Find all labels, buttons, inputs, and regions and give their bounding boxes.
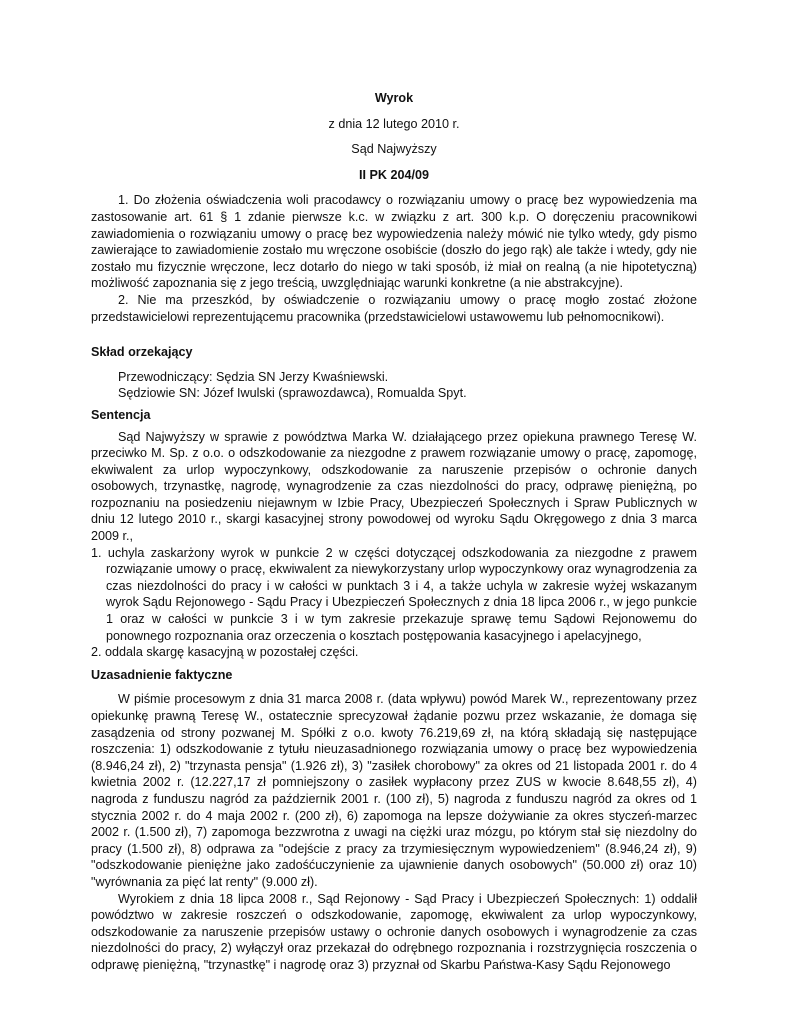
sentence-intro: Sąd Najwyższy w sprawie z powództwa Marka W. działającego przez opiekuna prawnego Teresę W. przeciwko M. Sp. z o.o. o odszkodowanie za niezgodne z prawem rozwiązanie umowy o pracę, zapomogę, ekwiwalent za urlop wypoczynkowy, odszkodowanie za naruszenie przepisów o ochronie danych osobowych, trzynastkę, nagrodę, wynagrodzenie za czas niezdolności do pracy, odprawę pieniężną, po rozpoznaniu na posiedzeniu niejawnym w Izbie Pracy, Ubezpieczeń Społecznych i Spraw Publicznych w dniu 12 lutego 2010 r., skargi kasacyjnej strony powodowej od wyroku Sądu Okręgowego z dnia 3 marca 2009 r.,: [91, 429, 697, 544]
judgment-date: z dnia 12 lutego 2010 r.: [328, 116, 460, 131]
sentence-item-1: 1. uchyla zaskarżony wyrok w punkcie 2 w części dotyczącej odszkodowania za niezgodne z prawem rozwiązanie umowy o pracę, ekwiwalent za niewykorzystany urlop wypoczynkowy oraz wynagrodzenia za czas niezdolności do pracy i w całości w punktach 3 i 4, a także uchyla w zakresie wyżej wskazanym wyrok Sądu Rejonowego - Sądu Pracy i Ubezpieczeń Społecznych z dnia 18 lipca 2006 r., w jego punkcie 1 oraz w całości w punkcie 3 i w tym zakresie przekazuje sprawę temu Sądowi Rejonowemu do ponownego rozpoznania oraz orzeczenia o kosztach postępowania kasacyjnego i apelacyjnego,: [91, 545, 697, 643]
document-title: Wyrok: [374, 91, 414, 105]
bench-chair: Przewodniczący: Sędzia SN Jerzy Kwaśniewski.: [118, 369, 389, 384]
facts-heading: Uzasadnienie faktyczne: [91, 667, 233, 682]
facts-paragraph-2: Wyrokiem z dnia 18 lipca 2008 r., Sąd Rejonowy - Sąd Pracy i Ubezpieczeń Społecznych: 1) oddalił powództwo w zakresie roszczeń o odszkodowanie, zapomogę, ekwiwalent za urlop wypoczynkowy, odszkodowanie za naruszenie przepisów ustawy o ochronie danych osobowych i wynagrodzenie za czas niezdolności do pracy, 2) wyłączył oraz przekazał do odrębnego rozpoznania i rozstrzygnięcia roszczenia o odprawę pieniężną, "trzynastkę" i nagrodę oraz 3) przyznał od Skarbu Państwa-Kasy Sądu Rejonowego: [91, 891, 697, 972]
bench-judges: Sędziowie SN: Józef Iwulski (sprawozdawca), Romualda Spyt.: [118, 386, 467, 401]
bench-heading: Skład orzekający: [91, 345, 193, 360]
court-name: Sąd Najwyższy: [351, 142, 437, 157]
case-number: II PK 204/09: [358, 167, 429, 182]
sentence-item-2: 2. oddala skargę kasacyjną w pozostałej części.: [91, 645, 359, 660]
thesis-1: 1. Do złożenia oświadczenia woli pracodawcy o rozwiązaniu umowy o pracę bez wypowiedzenia ma zastosowanie art. 61 § 1 zdanie pierwsze k.c. w związku z art. 300 k.p. O doręczeniu pracownikowi zawiadomienia o rozwiązaniu umowy o pracę bez wypowiedzenia należy mówić nie tylko wtedy, gdy pismo zawierające to zawiadomienie zostało mu wręczone osobiście (doszło do jego rąk) ale także i wtedy, gdy nie zostało mu fizycznie wręczone, lecz dotarło do niego w taki sposób, iż miał on realną (a nie hipotetyczną) możliwość zapoznania się z jego treścią, uwzględniając warunki konkretne (a nie abstrakcyjne).: [91, 193, 697, 291]
facts-paragraph-1: W piśmie procesowym z dnia 31 marca 2008 r. (data wpływu) powód Marek W., reprezentowany przez opiekunkę prawną Teresę W., ostatecznie sprecyzował żądanie pozwu przez wskazanie, że domaga się zasądzenia od strony pozwanej M. Spółki z o.o. kwoty 76.219,69 zł, na którą składają się następujące roszczenia: 1) odszkodowanie z tytułu nieuzasadnionego rozwiązania umowy o pracę bez wypowiedzenia (8.946,24 zł), 2) "trzynasta pensja" (1.926 zł), 3) "zasiłek chorobowy" za okres od 21 listopada 2001 r. do 4 kwietnia 2002 r. (12.227,17 zł pomniejszony o zasiłek wypłacony przez ZUS w kwocie 8.648,55 zł), 4) nagroda z funduszu nagród za październik 2001 r. (100 zł), 5) nagroda z funduszu nagród za okres od 1 stycznia 2002 r. do 4 maja 2002 r. (200 zł), 6) zapomoga na lepsze dożywianie za okres styczeń-marzec 2002 r. (1.500 zł), 7) zapomoga bezzwrotna z uwagi na ciężki uraz mózgu, po którym stał się niezdolny do pracy (1.500 zł), 8) odprawa za "odejście z pracy za trzymiesięcznym wypowiedzeniem" (8.946,24 zł), 9) "odszkodowanie pieniężne jako zadośćuczynienie za ujawnienie danych osobowych" (50.000 zł) oraz 10) "wyrównania za pięć lat renty" (9.000 zł).: [91, 692, 697, 889]
document-page: [91, 90, 697, 974]
thesis-2: 2. Nie ma przeszkód, by oświadczenie o rozwiązaniu umowy o pracę mogło zostać złożone przedstawicielowi reprezentującemu pracownika (przedstawicielowi ustawowemu lub pełnomocnikowi).: [91, 292, 697, 324]
sentence-heading: Sentencja: [91, 407, 151, 422]
